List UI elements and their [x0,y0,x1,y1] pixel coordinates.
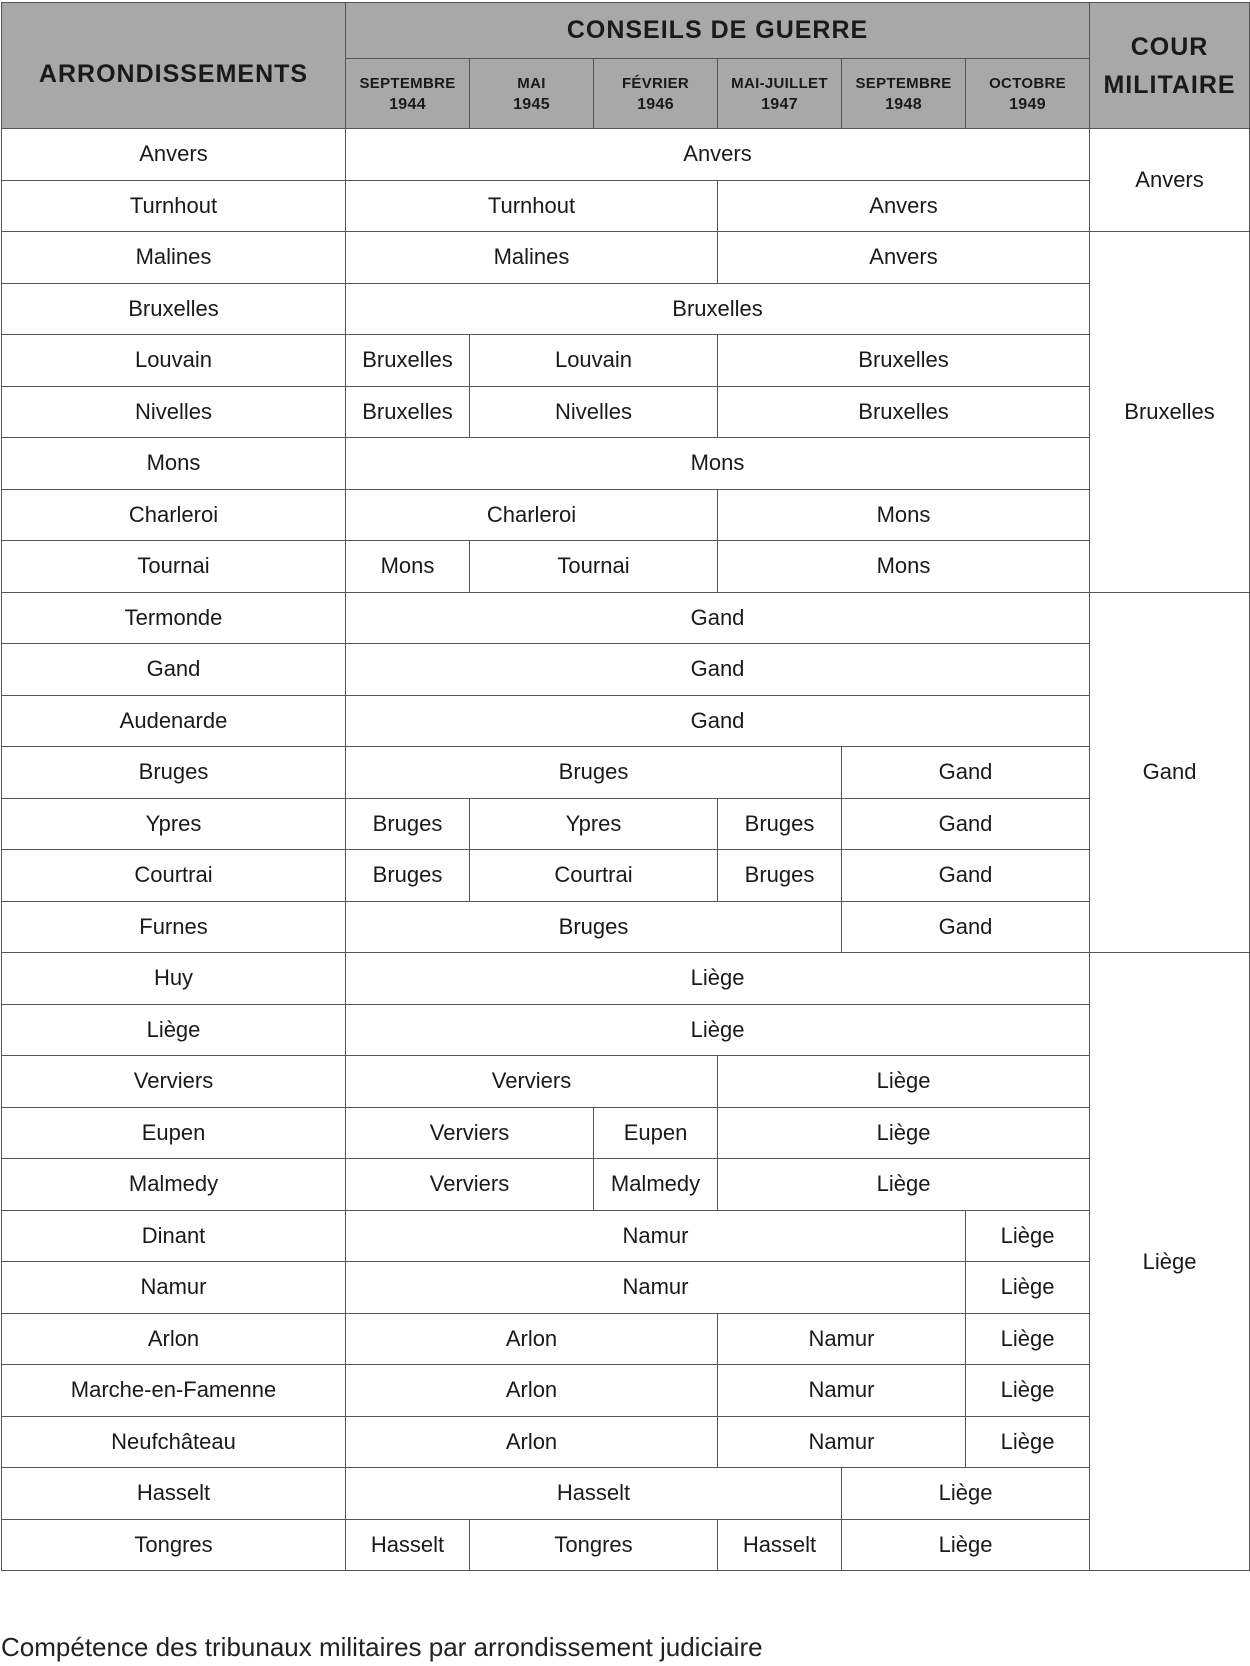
cour-militaire-cell: Anvers [1090,129,1250,232]
jurisdiction-table-container [1,2,1249,1571]
arrondissement-cell: Neufchâteau [2,1416,346,1468]
table-row [2,1056,1250,1108]
conseil-cell: Nivelles [470,386,718,438]
period-header [470,59,594,129]
conseil-cell: Turnhout [346,180,718,232]
conseil-cell: Liège [966,1416,1090,1468]
period-year: 1947 [761,95,798,113]
conseil-cell: Bruxelles [718,335,1090,387]
arrondissement-cell: Dinant [2,1210,346,1262]
period-label: MAI [517,74,546,92]
period-year: 1946 [637,95,674,113]
conseil-cell: Bruxelles [346,283,1090,335]
conseil-cell: Liège [718,1107,1090,1159]
arrondissement-cell: Bruges [2,747,346,799]
conseil-cell: Gand [346,644,1090,696]
period-header [594,59,718,129]
period-header [842,59,966,129]
table-row [2,180,1250,232]
table-row [2,1159,1250,1211]
conseil-cell: Hasselt [718,1519,842,1571]
conseil-cell: Mons [346,541,470,593]
conseil-cell: Verviers [346,1056,718,1108]
conseil-cell: Louvain [470,335,718,387]
conseil-cell: Liège [966,1313,1090,1365]
conseil-cell: Bruges [346,901,842,953]
table-row [2,1107,1250,1159]
cour-militaire-cell: Gand [1090,592,1250,953]
table-row [2,438,1250,490]
table-row [2,489,1250,541]
conseil-cell: Anvers [718,232,1090,284]
conseil-cell: Gand [842,747,1090,799]
table-header [2,3,1250,129]
conseil-cell: Malmedy [594,1159,718,1211]
arrondissement-cell: Anvers [2,129,346,181]
conseil-cell: Arlon [346,1365,718,1417]
table-row [2,1262,1250,1314]
conseil-cell: Liège [966,1365,1090,1417]
table-row [2,1519,1250,1571]
table-row [2,798,1250,850]
conseil-cell: Tongres [470,1519,718,1571]
cour-militaire-cell: Liège [1090,953,1250,1571]
table-row [2,541,1250,593]
conseil-cell: Namur [718,1365,966,1417]
conseil-cell: Liège [346,953,1090,1005]
conseil-cell: Liège [346,1004,1090,1056]
arrondissement-cell: Hasselt [2,1468,346,1520]
table-row [2,386,1250,438]
arrondissement-cell: Audenarde [2,695,346,747]
table-row [2,129,1250,181]
conseil-cell: Arlon [346,1416,718,1468]
period-year: 1945 [513,95,550,113]
conseil-cell: Bruges [718,798,842,850]
conseil-cell: Mons [718,541,1090,593]
cour-militaire-cell: Bruxelles [1090,232,1250,593]
period-label: FÉVRIER [621,74,690,92]
arrondissement-cell: Nivelles [2,386,346,438]
table-row [2,1004,1250,1056]
conseil-cell: Mons [346,438,1090,490]
jurisdiction-table [1,2,1250,1571]
conseil-cell: Bruxelles [346,386,470,438]
period-year: 1948 [885,95,922,113]
conseil-cell: Liège [842,1468,1090,1520]
period-label: SEPTEMBRE [855,74,952,92]
conseil-cell: Anvers [718,180,1090,232]
arrondissement-cell: Huy [2,953,346,1005]
table-row [2,953,1250,1005]
arrondissement-cell: Malines [2,232,346,284]
conseil-cell: Bruges [346,747,842,799]
conseil-cell: Bruxelles [346,335,470,387]
period-label: OCTOBRE [989,74,1066,92]
conseil-cell: Namur [718,1313,966,1365]
period-label: SEPTEMBRE [359,74,456,92]
conseil-cell: Verviers [346,1107,594,1159]
table-row [2,901,1250,953]
arrondissement-cell: Furnes [2,901,346,953]
arrondissement-cell: Tongres [2,1519,346,1571]
arrondissement-cell: Courtrai [2,850,346,902]
arrondissement-cell: Bruxelles [2,283,346,335]
conseil-cell: Charleroi [346,489,718,541]
conseil-cell: Tournai [470,541,718,593]
conseil-cell: Bruges [346,850,470,902]
arrondissement-cell: Ypres [2,798,346,850]
arrondissement-cell: Louvain [2,335,346,387]
conseil-cell: Namur [346,1262,966,1314]
period-label: MAI-JUILLET [731,74,828,92]
table-row [2,1365,1250,1417]
conseil-cell: Courtrai [470,850,718,902]
arrondissement-cell: Turnhout [2,180,346,232]
table-row [2,747,1250,799]
arrondissement-cell: Arlon [2,1313,346,1365]
period-header [966,59,1090,129]
table-body [2,129,1250,1571]
table-caption: Compétence des tribunaux militaires par arrondissement judiciaire [1,1632,763,1662]
conseil-cell: Liège [966,1262,1090,1314]
conseil-cell: Liège [966,1210,1090,1262]
arrondissement-cell: Verviers [2,1056,346,1108]
conseil-cell: Hasselt [346,1468,842,1520]
arrondissement-cell: Tournai [2,541,346,593]
table-row [2,1468,1250,1520]
table-row [2,283,1250,335]
conseil-cell: Namur [718,1416,966,1468]
arrondissement-cell: Marche-en-Famenne [2,1365,346,1417]
arrondissement-cell: Malmedy [2,1159,346,1211]
table-row [2,1210,1250,1262]
conseil-cell: Gand [842,850,1090,902]
table-row [2,1416,1250,1468]
conseil-cell: Malines [346,232,718,284]
table-row [2,695,1250,747]
arrondissement-cell: Mons [2,438,346,490]
conseil-cell: Liège [718,1159,1090,1211]
period-header [346,59,470,129]
table-row [2,335,1250,387]
arrondissement-cell: Termonde [2,592,346,644]
conseil-cell: Anvers [346,129,1090,181]
conseil-cell: Bruges [718,850,842,902]
conseil-cell: Gand [842,901,1090,953]
table-row [2,232,1250,284]
conseil-cell: Namur [346,1210,966,1262]
conseil-cell: Liège [718,1056,1090,1108]
header-cour-militaire: COUR MILITAIRE [1090,3,1250,129]
arrondissement-cell: Liège [2,1004,346,1056]
header-arrondissements: ARRONDISSEMENTS [2,3,346,129]
period-year: 1944 [389,95,426,113]
conseil-cell: Gand [346,695,1090,747]
table-row [2,850,1250,902]
conseil-cell: Ypres [470,798,718,850]
conseil-cell: Arlon [346,1313,718,1365]
table-row [2,1313,1250,1365]
conseil-cell: Gand [842,798,1090,850]
header-conseils-de-guerre: CONSEILS DE GUERRE [346,3,1090,59]
arrondissement-cell: Eupen [2,1107,346,1159]
arrondissement-cell: Namur [2,1262,346,1314]
conseil-cell: Liège [842,1519,1090,1571]
period-header [718,59,842,129]
period-year: 1949 [1009,95,1046,113]
conseil-cell: Verviers [346,1159,594,1211]
table-row [2,644,1250,696]
conseil-cell: Bruxelles [718,386,1090,438]
conseil-cell: Bruges [346,798,470,850]
conseil-cell: Eupen [594,1107,718,1159]
conseil-cell: Gand [346,592,1090,644]
table-row [2,592,1250,644]
arrondissement-cell: Gand [2,644,346,696]
conseil-cell: Hasselt [346,1519,470,1571]
conseil-cell: Mons [718,489,1090,541]
arrondissement-cell: Charleroi [2,489,346,541]
